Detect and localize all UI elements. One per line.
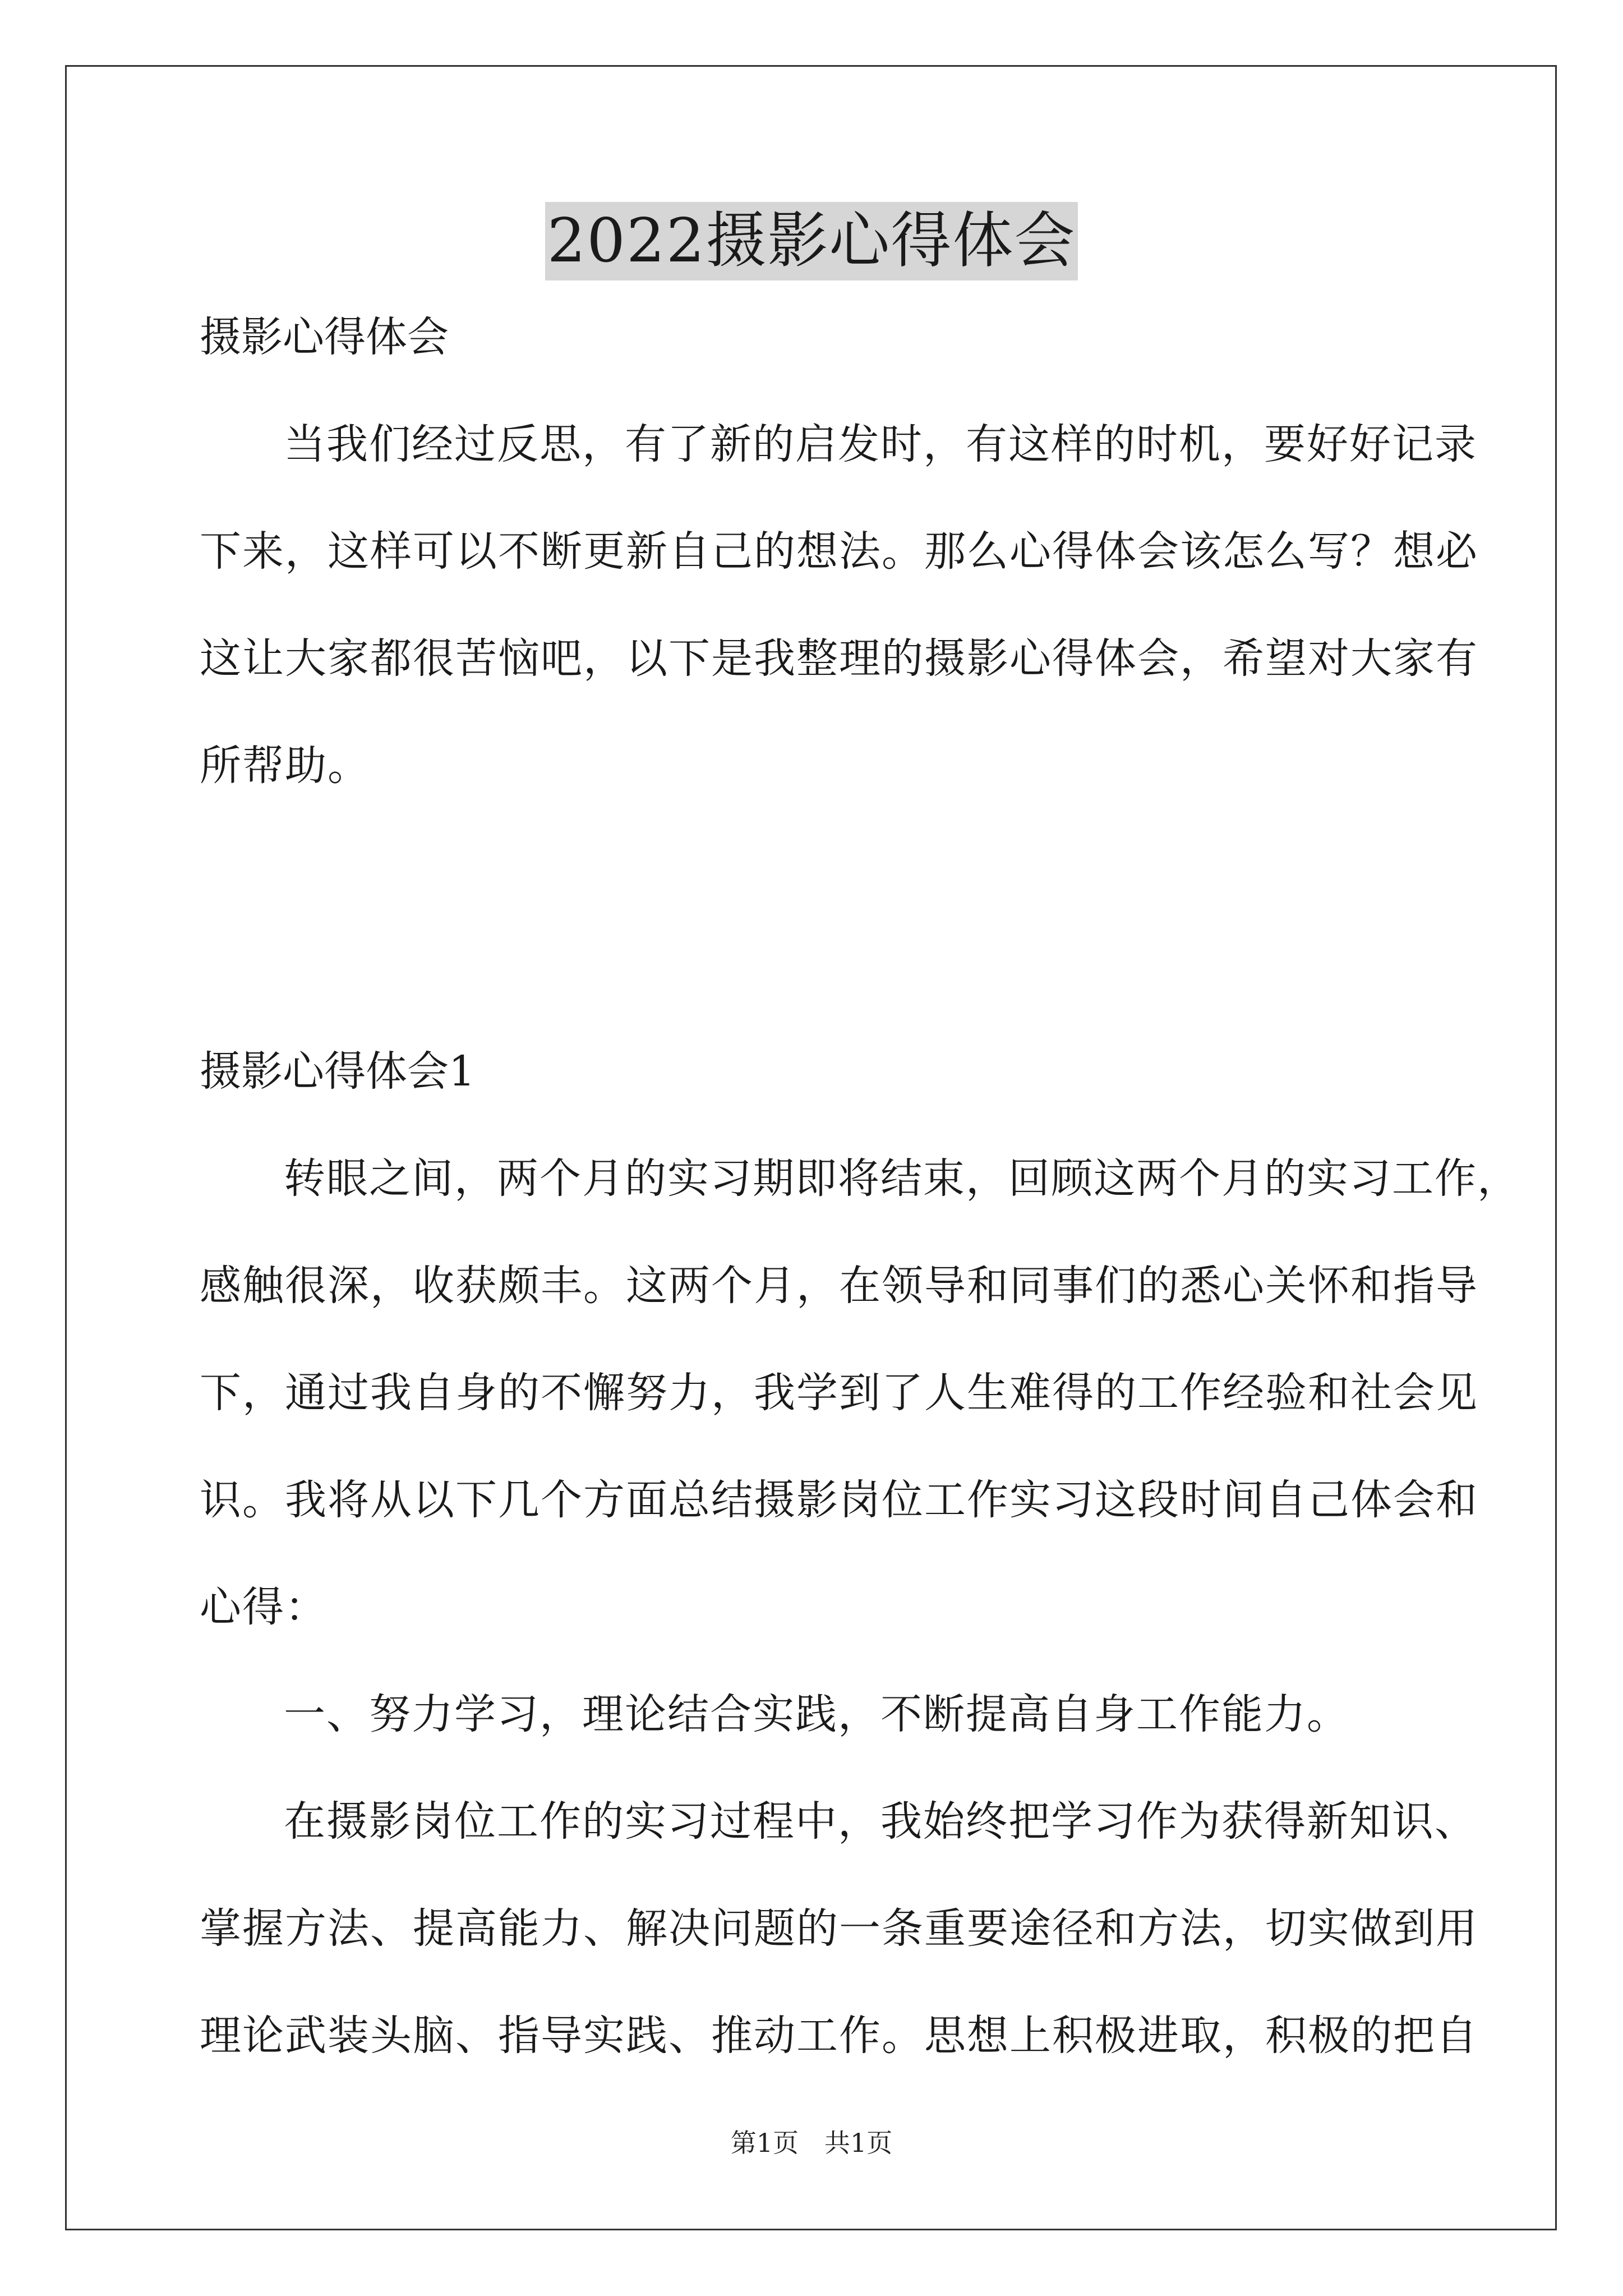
section-point-1 — [200, 1687, 1456, 1741]
intro-line: 当我们经过反思，有了新的启发时，有这样的时机，要好好记录 — [284, 420, 1477, 468]
intro-line: 所帮助。 — [200, 742, 370, 790]
title-container — [0, 202, 1623, 280]
section-line: 心得： — [200, 1583, 328, 1631]
document-body — [200, 310, 1520, 2063]
section-line: 感触很深，收获颇丰。这两个月，在领导和同事们的悉心关怀和指导 — [200, 1262, 1478, 1310]
document-subtitle: 摄影心得体会 — [200, 313, 449, 361]
section-heading: 摄影心得体会1 — [200, 1047, 476, 1096]
section-line: 下，通过我自身的不懈努力，我学到了人生难得的工作经验和社会见 — [200, 1369, 1478, 1417]
point-line: 一、努力学习，理论结合实践，不断提高自身工作能力。 — [284, 1690, 1349, 1738]
section-line: 转眼之间，两个月的实习期即将结束，回顾这两个月的实习工作， — [284, 1154, 1520, 1203]
section-line: 识。我将从以下几个方面总结摄影岗位工作实习这段时间自己体会和 — [200, 1476, 1478, 1524]
section-line: 掌握方法、提高能力、解决问题的一条重要途径和方法，切实做到用 — [200, 1904, 1478, 1953]
section-paragraph-2 — [200, 1795, 1478, 2063]
section-line: 理论武装头脑、指导实践、推动工作。思想上积极进取，积极的把自 — [200, 2012, 1478, 2060]
section-paragraph-1 — [200, 1152, 1520, 1634]
page-footer: 第1页 共1页 — [730, 2128, 893, 2158]
intro-line: 下来，这样可以不断更新自己的想法。那么心得体会该怎么写？想必 — [200, 527, 1478, 576]
intro-paragraph — [200, 417, 1478, 793]
intro-line: 这让大家都很苦恼吧，以下是我整理的摄影心得体会，希望对大家有 — [200, 634, 1478, 683]
document-title: 2022摄影心得体会 — [545, 202, 1078, 280]
section-line: 在摄影岗位工作的实习过程中，我始终把学习作为获得新知识、 — [284, 1797, 1477, 1846]
